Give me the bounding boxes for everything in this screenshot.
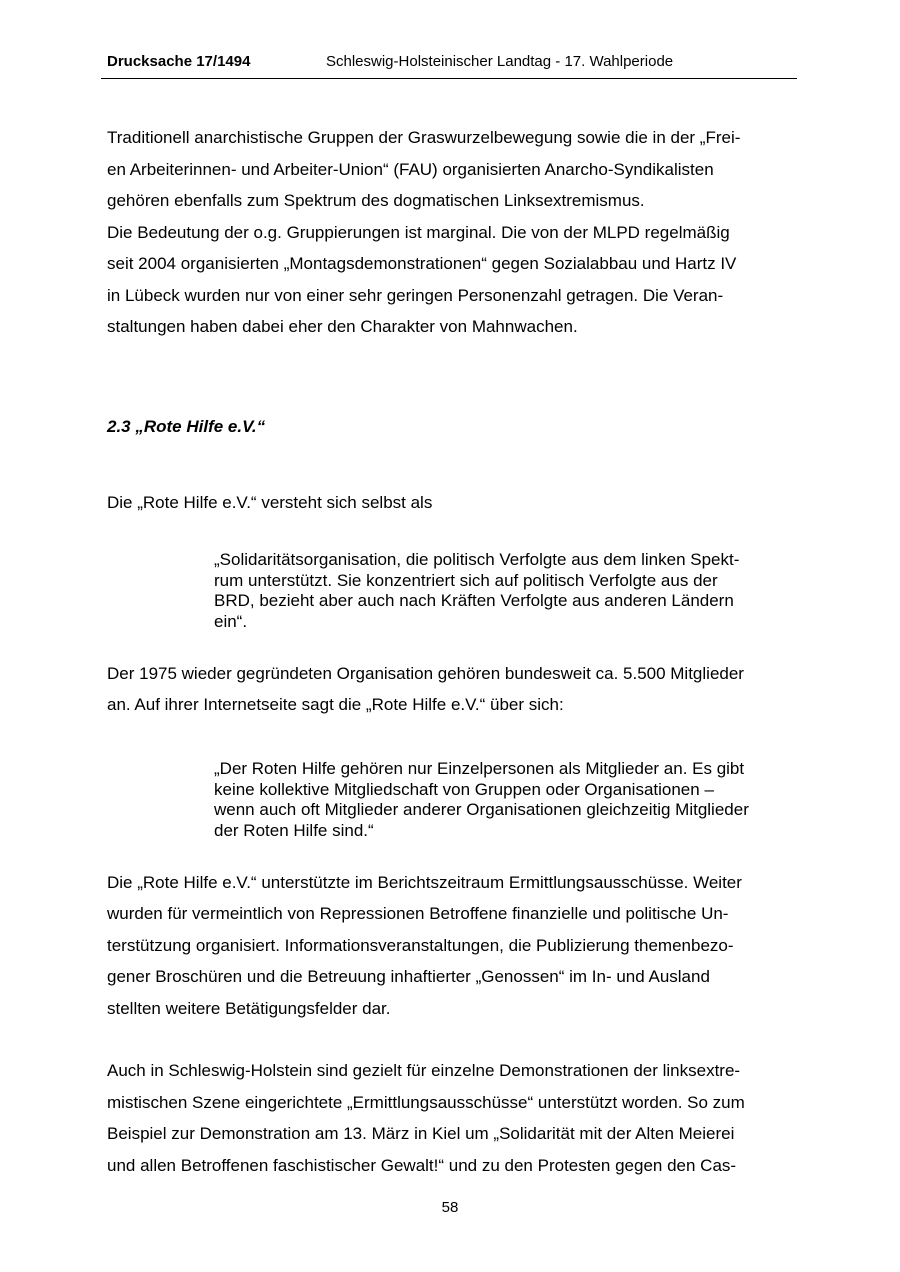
- page-header: [101, 52, 797, 79]
- text-line: mistischen Szene eingerichtete „Ermittlungsausschüsse“ unterstützt worden. So zum: [107, 1092, 745, 1112]
- text-line: Die „Rote Hilfe e.V.“ unterstützte im Berichtszeitraum Ermittlungsausschüsse. Weiter: [107, 872, 742, 892]
- text-line: seit 2004 organisierten „Montagsdemonstrationen“ gegen Sozialabbau und Hartz IV: [107, 254, 737, 273]
- document-number: Drucksache 17/1494: [107, 53, 251, 70]
- text-line: an. Auf ihrer Internetseite sagt die „Rote Hilfe e.V.“ über sich:: [107, 695, 564, 715]
- text-line: terstützung organisiert. Informationsveranstaltungen, die Publizierung themenbezo-: [107, 935, 734, 955]
- paragraph-intro: [107, 122, 797, 343]
- quote-membership: [214, 759, 797, 842]
- text-line: Die Bedeutung der o.g. Gruppierungen ist marginal. Die von der MLPD regelmäßig: [107, 222, 730, 242]
- quote-line: wenn auch oft Mitglieder anderer Organisationen gleichzeitig Mitglieder: [214, 800, 749, 820]
- text-line: und allen Betroffenen faschistischer Gewalt!“ und zu den Protesten gegen den Cas-: [107, 1155, 737, 1175]
- section-heading: 2.3 „Rote Hilfe e.V.“: [107, 416, 266, 436]
- paragraph-schleswig-holstein: [107, 1055, 797, 1181]
- quote-line: „Solidaritätsorganisation, die politisch Verfolgte aus dem linken Spekt-: [214, 550, 740, 569]
- paragraph-members: [107, 658, 797, 721]
- paragraph-self-description: [107, 487, 797, 519]
- quote-line: ein“.: [214, 612, 248, 632]
- quote-line: „Der Roten Hilfe gehören nur Einzelpersonen als Mitglieder an. Es gibt: [214, 758, 745, 778]
- text-line: Traditionell anarchistische Gruppen der Graswurzelbewegung sowie die in der „Frei-: [107, 128, 741, 147]
- header-title: Schleswig-Holsteinischer Landtag - 17. Wahlperiode: [326, 53, 674, 70]
- quote-solidarity: [214, 550, 797, 633]
- text-line: in Lübeck wurden nur von einer sehr geringen Personenzahl getragen. Die Veran-: [107, 285, 724, 305]
- quote-line: keine kollektive Mitgliedschaft von Gruppen oder Organisationen –: [214, 779, 714, 799]
- text-line: Auch in Schleswig-Holstein sind gezielt für einzelne Demonstrationen der linksextre-: [107, 1061, 741, 1081]
- text-line: stellten weitere Betätigungsfelder dar.: [107, 998, 391, 1018]
- text-line: Die „Rote Hilfe e.V.“ versteht sich selbst als: [107, 492, 433, 512]
- document-body: [107, 122, 797, 1181]
- text-line: staltungen haben dabei eher den Charakter von Mahnwachen.: [107, 317, 578, 336]
- quote-line: der Roten Hilfe sind.“: [214, 820, 374, 840]
- page-number: 58: [441, 1199, 459, 1216]
- text-line: en Arbeiterinnen- und Arbeiter-Union“ (FAU) organisierten Anarcho-Syndikalisten: [107, 159, 714, 179]
- text-line: Der 1975 wieder gegründeten Organisation gehören bundesweit ca. 5.500 Mitglieder: [107, 663, 744, 683]
- quote-line: BRD, bezieht aber auch nach Kräften Verfolgte aus anderen Ländern: [214, 591, 734, 611]
- text-line: gener Broschüren und die Betreuung inhaftierter „Genossen“ im In- und Ausland: [107, 967, 710, 987]
- paragraph-activities: [107, 867, 797, 1025]
- text-line: gehören ebenfalls zum Spektrum des dogmatischen Linksextremismus.: [107, 191, 645, 210]
- text-line: Beispiel zur Demonstration am 13. März in Kiel um „Solidarität mit der Alten Meierei: [107, 1124, 735, 1144]
- text-line: wurden für vermeintlich von Repressionen Betroffene finanzielle und politische Un-: [107, 904, 729, 924]
- quote-line: rum unterstützt. Sie konzentriert sich auf politisch Verfolgte aus der: [214, 570, 718, 590]
